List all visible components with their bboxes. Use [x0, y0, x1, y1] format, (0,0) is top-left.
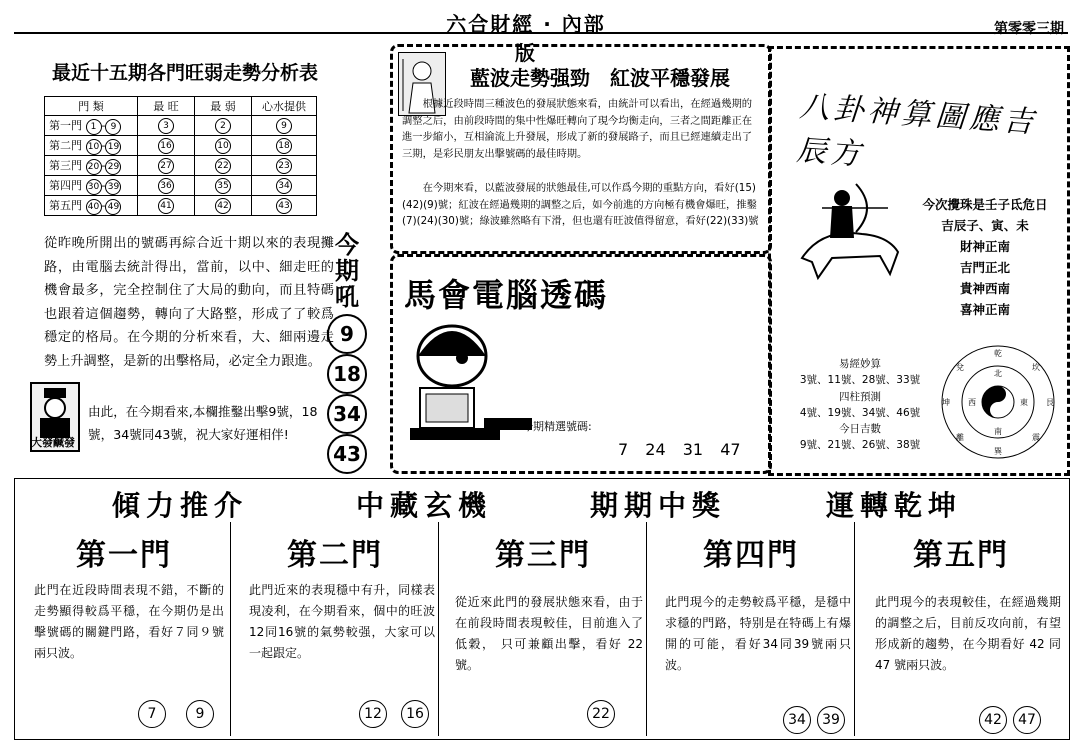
door-heading: 第三門 — [495, 538, 591, 573]
yijing-numbers: 3號、11號、28號、33號 — [799, 374, 921, 387]
tip-cell: 23 — [252, 156, 317, 176]
luck-title: 今日吉數 — [839, 423, 881, 436]
almanac-title: 八卦神算圖應吉辰方 — [795, 89, 1039, 173]
row-label: 第三門 20 - 29 — [45, 156, 138, 176]
door-heading: 第五門 — [913, 538, 1009, 573]
jinqi-title: 今期吼 — [335, 231, 359, 311]
bagua-direction: 西 — [968, 398, 976, 407]
door-text: 此門現今的表現較佳，在經過幾期的調整之后，目前反攻向前，有望形成新的趨勢，在今期看好 42 同 47 號兩只波。 — [875, 595, 1061, 672]
bagua-icon — [940, 344, 1056, 460]
door-column-5 — [854, 522, 1069, 736]
door-number: 42 — [979, 706, 1007, 734]
strong-cell: 41 — [138, 196, 195, 216]
door-text: 此門近來的表現穩中有升，同樣表現凌利，在今期看來，個中的旺波12同16號的氣勢較强，大家可以一起跟定。 — [249, 583, 435, 660]
bagua-label: 坎 — [1032, 363, 1040, 372]
row-label: 第一門 1 - 9 — [45, 116, 138, 136]
table-row — [45, 116, 317, 136]
door-number: 9 — [186, 700, 214, 728]
slogan: 運轉乾坤 — [826, 489, 963, 522]
masthead: 六合財經 · 內部版 — [446, 12, 606, 65]
blue-wave-paragraph: 根據近段時間三種波色的發展狀態來看，由統計可以看出，在經過幾期的調整之后，由前段時間的集中性爆旺轉向了現今均衡走向，三者之間距離正在進一步縮小，互相淪流上升發展，形成了新的發展路子，而且已經連續走出了三期，是彩民朋友出擊號碼的最佳時期。 — [402, 98, 753, 160]
blue-wave-title: 藍波走勢强勁 紅波平穩發展 — [470, 66, 730, 90]
slogan: 期期中獎 — [590, 489, 727, 522]
almanac-details — [910, 194, 1060, 320]
bagua-label: 離 — [956, 433, 964, 442]
horse-meeting-numbers — [618, 440, 768, 459]
horse-meeting-title: 馬會電腦透碼 — [404, 276, 609, 314]
almanac-line: 財神正南 — [959, 239, 1010, 254]
left-article-paragraph: 從昨晚所開出的號碼再綜合近十期以來的表現攤路，由電腦去統計得出，當前，以中、細走旺的機會最多，完全控制住了大局的動向，而且特碼也跟着這個趨勢，轉向了大路整，形成了了較爲穩定的格局。在今期的分析來看，大、細兩邊走勢上升調整，是新的出擊格局，必定全力跟進。 — [44, 236, 334, 369]
horse-number: 31 — [682, 440, 704, 459]
yijing-predictions — [780, 356, 940, 454]
door-number: 34 — [783, 706, 811, 734]
analysis-table-title: 最近十五期各門旺弱走勢分析表 — [52, 62, 319, 84]
header-rule — [14, 32, 1068, 34]
door-number: 7 — [138, 700, 166, 728]
horse-number: 24 — [645, 440, 666, 459]
left-article-recommendation: 由此，在今期看來,本欄推鑿出擊9號，18號，34號同43號，祝大家好運相伴! — [88, 404, 318, 442]
jinqi-number: 18 — [327, 354, 367, 394]
bagua-direction: 南 — [994, 427, 1002, 436]
horse-number: 47 — [720, 440, 741, 459]
horse-meeting-subtitle: 今期精選號碼: — [522, 420, 592, 433]
door-heading: 第一門 — [76, 538, 172, 573]
bagua-direction: 北 — [994, 369, 1002, 378]
bagua-label: 震 — [1032, 433, 1040, 442]
tip-cell: 34 — [252, 176, 317, 196]
door-heading: 第二門 — [287, 538, 383, 573]
blue-wave-paragraph: 在今期來看，以藍波發展的狀態最佳,可以作爲今期的重點方向，看好(15)(42)(9)號；紅波在經過幾期的調整之后，如今前進的方向極有機會爆旺，推鑿(7)(24)(30)號；綠波雖然略有下滑，但也還有旺波值得留意，看好(22)(33)號 — [402, 182, 759, 228]
cartoon-computer-icon — [410, 316, 536, 446]
strong-cell: 27 — [138, 156, 195, 176]
slogan: 傾力推介 — [112, 489, 249, 522]
weak-cell: 42 — [195, 196, 252, 216]
table-header-row — [45, 97, 317, 116]
tip-cell: 9 — [252, 116, 317, 136]
almanac-line: 喜神正南 — [959, 302, 1010, 317]
header-weak: 最 弱 — [195, 97, 252, 116]
bagua-label: 乾 — [994, 349, 1002, 358]
door-column-1 — [14, 522, 230, 736]
horse-number: 7 — [618, 440, 629, 459]
jinqi-number: 34 — [327, 394, 367, 434]
table-row — [45, 176, 317, 196]
door-number: 22 — [587, 700, 615, 728]
strong-cell: 16 — [138, 136, 195, 156]
analysis-table — [44, 96, 317, 216]
door-number: 16 — [401, 700, 429, 728]
header-tip: 心水提供 — [252, 97, 317, 116]
cartoon-computer-image — [410, 316, 536, 446]
weak-cell: 10 — [195, 136, 252, 156]
bagua-label: 兌 — [956, 363, 964, 372]
weak-cell: 35 — [195, 176, 252, 196]
almanac-line: 今次攪珠是壬子氐危日 — [922, 197, 1048, 212]
row-label: 第四門 30 - 39 — [45, 176, 138, 196]
bagua-diagram — [940, 344, 1056, 460]
almanac-line: 貴神西南 — [959, 281, 1010, 296]
header-strong: 最 旺 — [138, 97, 195, 116]
bagua-label: 坤 — [942, 398, 950, 407]
row-label: 第二門 10 - 19 — [45, 136, 138, 156]
door-text: 此門現今的走勢較爲平穩，是穩中求穩的門路，特别是在特碼上有爆開的可能，看好34同39號兩只波。 — [665, 595, 851, 672]
door-text: 此門在近段時間表現不錯，不斷的走勢顯得較爲平穩，在今期仍是出擊號碼的關鍵門路，看好７同９號兩只波。 — [34, 583, 224, 660]
issue-number: 第零零三期 — [994, 21, 1064, 37]
fortune-god-label: 大發鹹發 — [31, 436, 75, 449]
yijing-title: 易經妙算 — [839, 358, 881, 370]
jinqi-number: 9 — [327, 314, 367, 354]
door-column-2 — [230, 522, 439, 736]
door-number: 39 — [817, 706, 845, 734]
door-number: 12 — [359, 700, 387, 728]
door-column-3 — [438, 522, 647, 736]
strong-cell: 36 — [138, 176, 195, 196]
table-row — [45, 136, 317, 156]
pillar-title: 四柱預測 — [839, 390, 881, 403]
bagua-label: 巽 — [994, 447, 1002, 456]
door-text: 從近來此門的發展狀態來看，由于在前段時間表現較佳，目前進入了低穀， 只可兼顧出擊，看好 22 號。 — [455, 595, 643, 672]
table-row — [45, 196, 317, 216]
jinqi-number: 43 — [327, 434, 367, 474]
bagua-label: 艮 — [1046, 398, 1054, 407]
bagua-direction: 東 — [1020, 398, 1028, 407]
tip-cell: 43 — [252, 196, 317, 216]
archer-on-horse-icon — [792, 178, 912, 282]
pillar-numbers: 4號、19號、34號、46號 — [799, 406, 921, 419]
tip-cell: 18 — [252, 136, 317, 156]
strong-cell: 3 — [138, 116, 195, 136]
almanac-line: 吉門正北 — [959, 260, 1010, 275]
archer-image — [792, 178, 912, 282]
door-number: 47 — [1013, 706, 1041, 734]
table-row — [45, 156, 317, 176]
weak-cell: 22 — [195, 156, 252, 176]
row-label: 第五門 40 - 49 — [45, 196, 138, 216]
weak-cell: 2 — [195, 116, 252, 136]
door-heading: 第四門 — [703, 538, 799, 573]
almanac-line: 吉辰子、寅、未 — [941, 218, 1029, 233]
door-column-4 — [646, 522, 855, 736]
luck-numbers: 9號、21號、26號、38號 — [799, 439, 921, 452]
header-category: 門 類 — [45, 97, 138, 116]
slogan: 中藏玄機 — [356, 489, 493, 522]
